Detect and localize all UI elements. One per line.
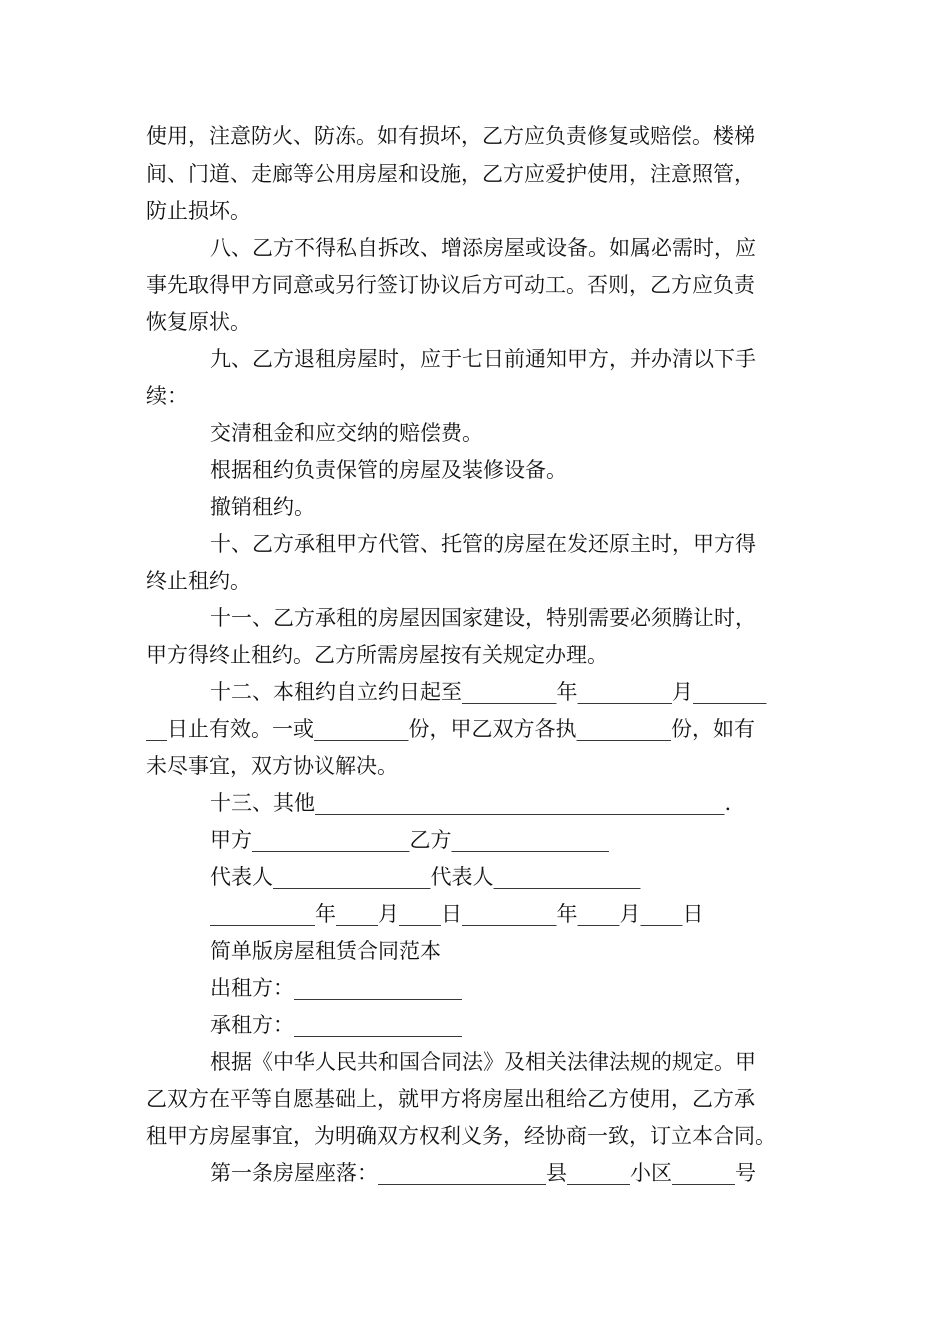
text-line: 恢复原状。: [146, 310, 251, 334]
preamble: 根据《中华人民共和国合同法》及相关法律法规的规定。甲: [210, 1050, 756, 1074]
lessor-line: 出租方：________________: [210, 976, 462, 1000]
signature-dates: __________年____月____日_________年____月____日: [210, 902, 704, 926]
section-title: 简单版房屋租赁合同范本: [210, 939, 441, 963]
text-line: 事先取得甲方同意或另行签订协议后方可动工。否则，乙方应负责: [146, 273, 755, 297]
clause-12: 十二、本租约自立约日起至_________年_________月_______: [210, 680, 767, 704]
text-line: 防止损坏。: [146, 199, 251, 223]
text-line: 撤销租约。: [210, 495, 315, 519]
signature-parties: 甲方_______________乙方_______________: [210, 828, 609, 852]
lessee-line: 承租方：________________: [210, 1013, 462, 1037]
clause-10: 十、乙方承租甲方代管、托管的房屋在发还原主时，甲方得: [210, 532, 756, 556]
text-line: 乙双方在平等自愿基础上，就甲方将房屋出租给乙方使用，乙方承: [146, 1087, 755, 1111]
text-line: 终止租约。: [146, 569, 251, 593]
clause-13: 十三、其他_______________________________________.: [210, 791, 732, 815]
clause-9: 九、乙方退租房屋时，应于七日前通知甲方，并办清以下手: [210, 347, 756, 371]
text-line: __日止有效。一或_________份，甲乙双方各执_________份，如有: [146, 717, 755, 741]
text-line: 根据租约负责保管的房屋及装修设备。: [210, 458, 567, 482]
text-line: 甲方得终止租约。乙方所需房屋按有关规定办理。: [146, 643, 608, 667]
clause-8: 八、乙方不得私自拆改、增添房屋或设备。如属必需时，应: [210, 236, 756, 260]
text-line: 租甲方房屋事宜，为明确双方权利义务，经协商一致，订立本合同。: [146, 1124, 776, 1148]
text-line: 交清租金和应交纳的赔偿费。: [210, 421, 483, 445]
text-line: 间、门道、走廊等公用房屋和设施，乙方应爱护使用，注意照管，: [146, 162, 755, 186]
text-line: 未尽事宜，双方协议解决。: [146, 754, 398, 778]
signature-representatives: 代表人_______________代表人______________: [210, 865, 641, 889]
clause-11: 十一、乙方承租的房屋因国家建设，特别需要必须腾让时，: [210, 606, 756, 630]
text-line: 续：: [146, 384, 188, 408]
article-1: 第一条房屋座落：________________县______小区______号: [210, 1161, 756, 1185]
text-line: 使用，注意防火、防冻。如有损坏，乙方应负责修复或赔偿。楼梯: [146, 124, 755, 148]
